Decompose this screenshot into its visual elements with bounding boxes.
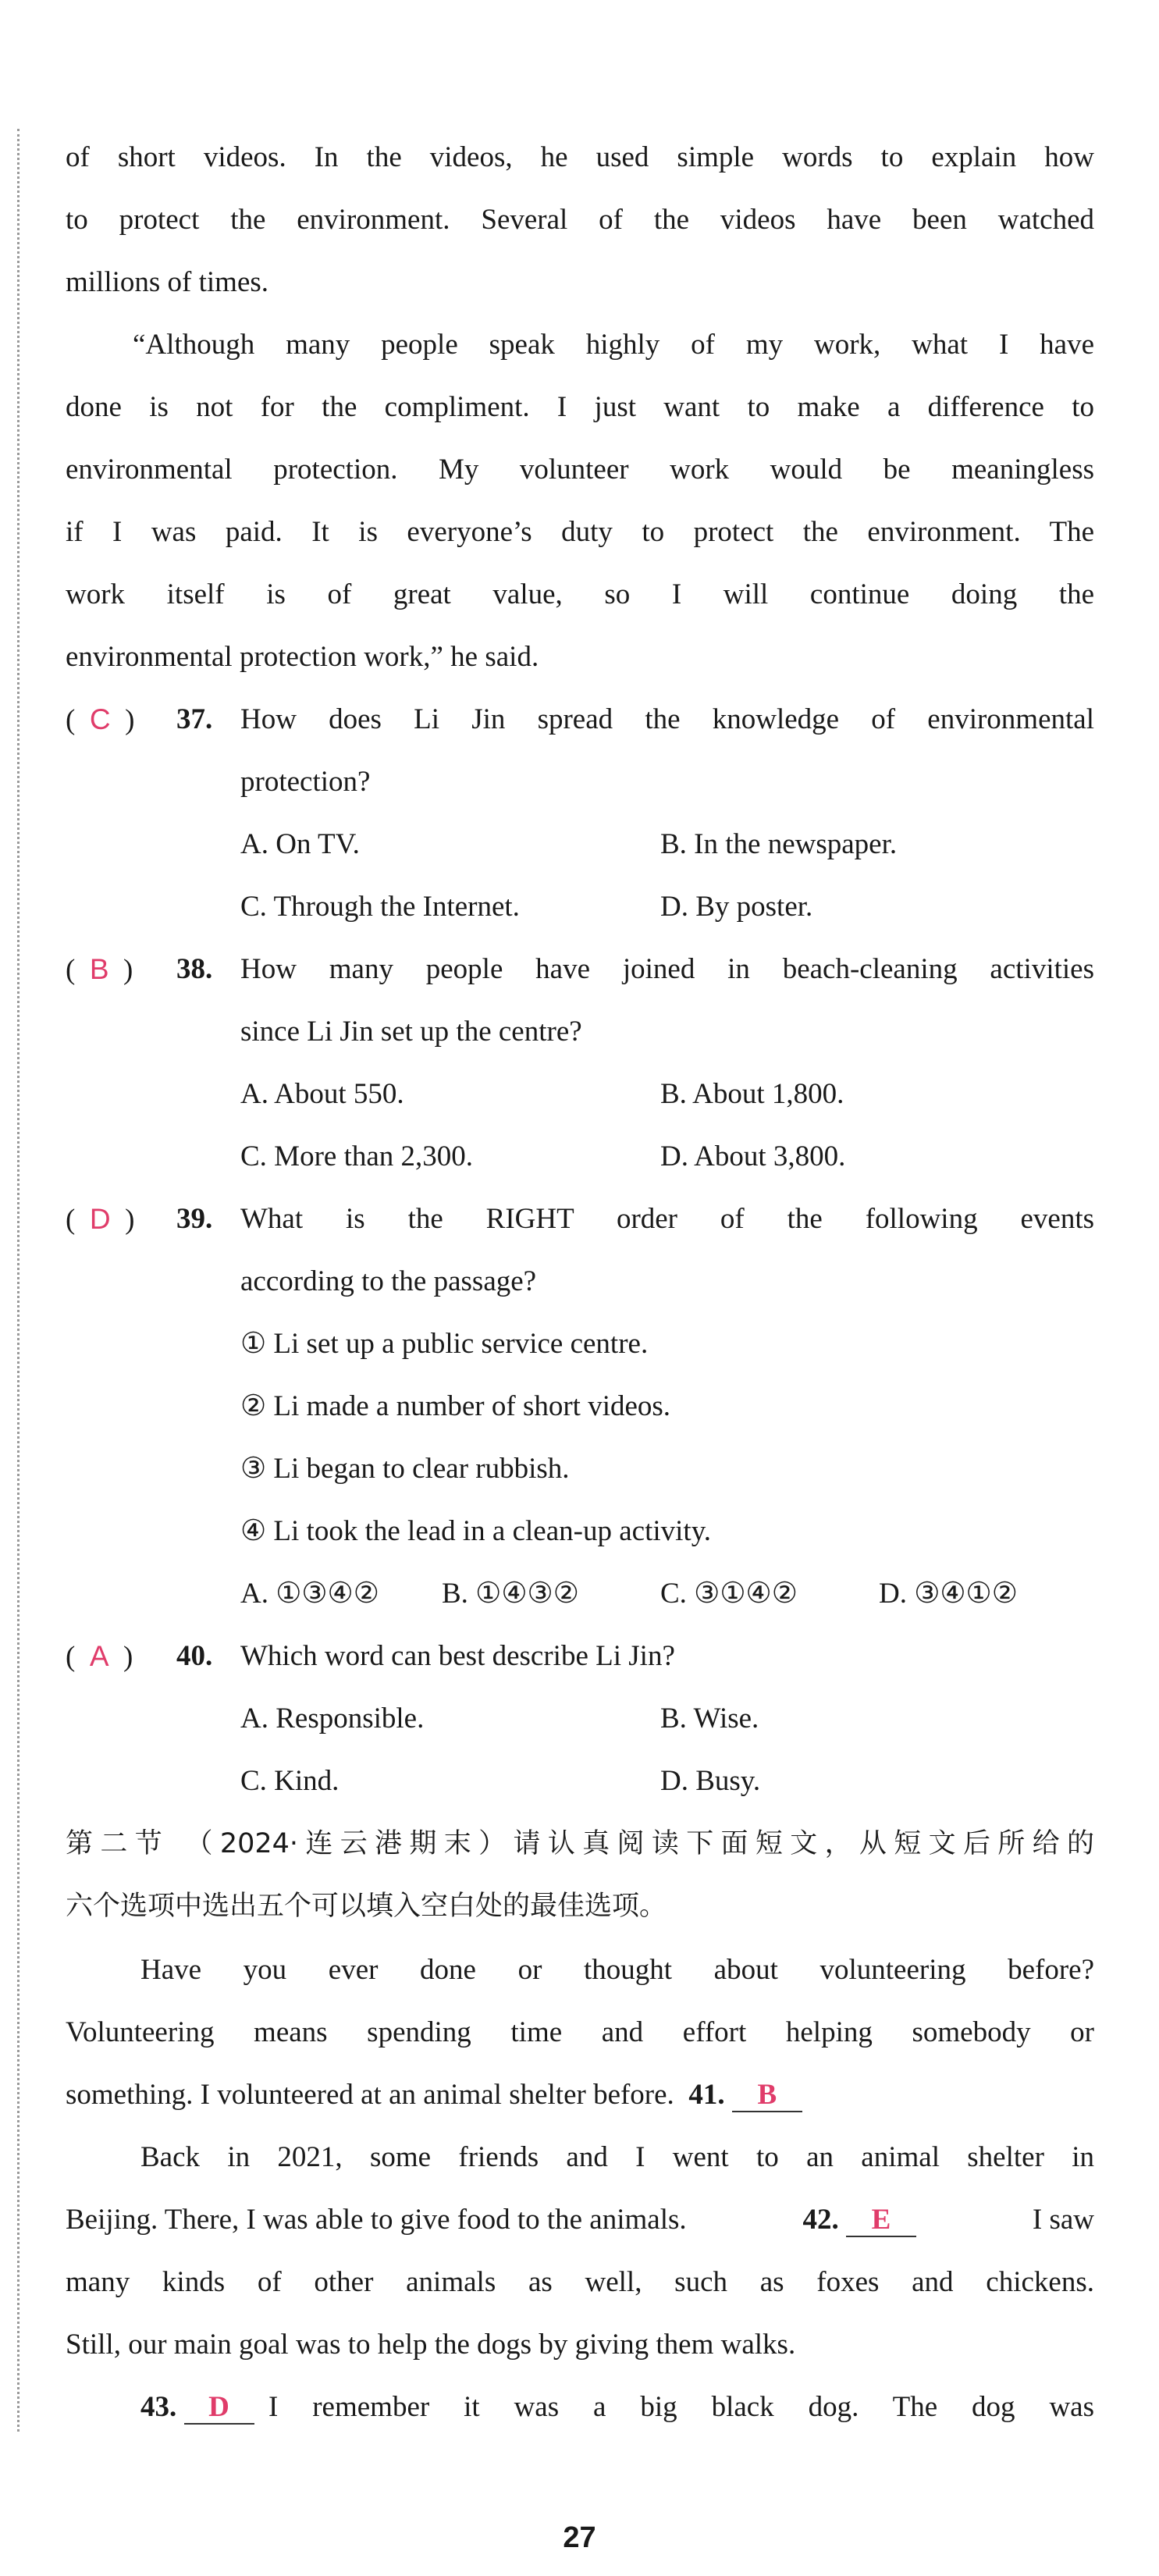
option-38-b: B. About 1,800. (660, 1078, 844, 1110)
option-39-c: C. ③①④② (660, 1578, 798, 1610)
question-number-38: 38. (176, 953, 213, 985)
passage2-line: Volunteering means spending time and effort helping somebody or (66, 2016, 1094, 2048)
question-text-40: Which word can best describe Li Jin? (240, 1640, 675, 1672)
passage-line: if I was paid. It is everyone’s duty to protect the environment. The (66, 516, 1094, 548)
option-39-b: B. ①④③② (442, 1578, 579, 1610)
question-number-40: 40. (176, 1640, 213, 1672)
option-37-a: A. On TV. (240, 828, 360, 860)
option-39-d: D. ③④①② (879, 1578, 1018, 1610)
answer-paren-37: ( C ) (66, 703, 135, 736)
question-text-39: according to the passage? (240, 1265, 537, 1297)
binding-margin-line (17, 129, 20, 2432)
question-text-39: What is the RIGHT order of the following events (240, 1203, 1094, 1235)
answer-37: C (89, 703, 111, 735)
answer-paren-39: ( D ) (66, 1203, 135, 1236)
passage2-line: 43. D I remember it was a big black dog. The dog was (140, 2391, 1094, 2423)
question-number-37: 37. (176, 703, 213, 735)
blank-number-43: 43. (140, 2391, 177, 2423)
event-item: ③ Li began to clear rubbish. (240, 1453, 570, 1485)
blank-number-42: 42. (802, 2204, 839, 2236)
passage2-line: Have you ever done or thought about volunteering before? (140, 1954, 1094, 1986)
passage2-line: Still, our main goal was to help the dogs by giving them walks. (66, 2329, 796, 2361)
blank-43: D (184, 2393, 254, 2425)
passage-line: millions of times. (66, 266, 269, 298)
option-40-a: A. Responsible. (240, 1703, 425, 1735)
option-38-a: A. About 550. (240, 1078, 404, 1110)
passage-line: “Although many people speak highly of my work, what I have (133, 329, 1094, 361)
answer-paren-38: ( B ) (66, 953, 133, 986)
question-number-39: 39. (176, 1203, 213, 1235)
passage-line: work itself is of great value, so I will continue doing the (66, 578, 1094, 610)
answer-40: A (89, 1640, 109, 1672)
event-item: ④ Li took the lead in a clean-up activity. (240, 1515, 712, 1547)
answer-38: B (89, 953, 109, 985)
option-40-d: D. Busy. (660, 1765, 761, 1797)
question-text-37: How does Li Jin spread the knowledge of environmental (240, 703, 1094, 735)
passage-line: environmental protection work,” he said. (66, 641, 539, 673)
option-40-c: C. Kind. (240, 1765, 340, 1797)
option-37-d: D. By poster. (660, 891, 813, 923)
question-text-38: How many people have joined in beach-cleaning activities (240, 953, 1094, 985)
blank-42: E (846, 2205, 916, 2237)
option-38-c: C. More than 2,300. (240, 1140, 474, 1172)
passage-line: done is not for the compliment. I just want to make a difference to (66, 391, 1094, 423)
section-heading: 六个选项中选出五个可以填入空白处的最佳选项。 (66, 1891, 667, 1922)
option-40-b: B. Wise. (660, 1703, 759, 1735)
section-heading: 第二节 （2024·连云港期末）请认真阅读下面短文，从短文后所给的 (66, 1828, 1094, 1859)
answer-39: D (89, 1203, 111, 1235)
option-37-b: B. In the newspaper. (660, 828, 898, 860)
question-text-38: since Li Jin set up the centre? (240, 1016, 582, 1048)
option-39-a: A. ①③④② (240, 1578, 379, 1610)
option-37-c: C. Through the Internet. (240, 891, 520, 923)
passage-line: of short videos. In the videos, he used simple words to explain how (66, 141, 1094, 173)
passage2-line: Back in 2021, some friends and I went to an animal shelter in (140, 2141, 1094, 2173)
blank-number-41: 41. (688, 2079, 725, 2111)
event-item: ② Li made a number of short videos. (240, 1390, 671, 1422)
event-item: ① Li set up a public service centre. (240, 1328, 649, 1360)
answer-paren-40: ( A ) (66, 1640, 133, 1673)
option-38-d: D. About 3,800. (660, 1140, 846, 1172)
page-number: 27 (563, 2521, 596, 2554)
passage2-line: something. I volunteered at an animal shelter before. 41. B (66, 2080, 802, 2112)
passage-line: environmental protection. My volunteer work would be meaningless (66, 454, 1094, 486)
passage2-line: many kinds of other animals as well, such as foxes and chickens. (66, 2266, 1094, 2298)
blank-41: B (732, 2080, 802, 2112)
question-text-37: protection? (240, 766, 371, 798)
passage-line: to protect the environment. Several of the videos have been watched (66, 204, 1094, 236)
passage2-line: Beijing. There, I was able to give food to the animals. 42. E I saw (66, 2204, 1094, 2236)
